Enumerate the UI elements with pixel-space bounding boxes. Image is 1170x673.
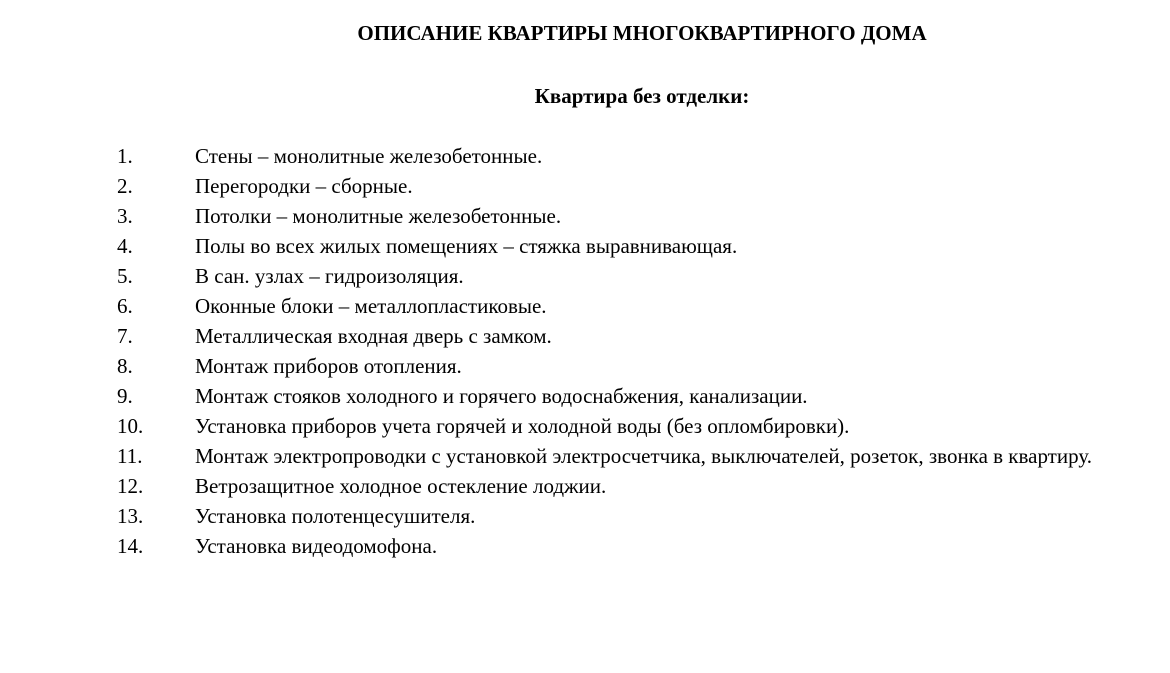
- item-text: В сан. узлах – гидроизоляция.: [195, 264, 464, 288]
- item-text: Установка видеодомофона.: [195, 534, 438, 558]
- list-item: [117, 351, 1105, 381]
- item-number: 5.: [117, 264, 133, 288]
- item-number: 12.: [117, 474, 144, 498]
- list-item: [117, 201, 1105, 231]
- feature-list: [117, 141, 1105, 561]
- item-text: Полы во всех жилых помещениях – стяжка выравнивающая.: [195, 234, 738, 258]
- item-number: 11.: [117, 444, 143, 468]
- list-item: [117, 471, 1105, 501]
- item-number: 14.: [117, 534, 144, 558]
- item-text: Установка полотенцесушителя.: [195, 504, 476, 528]
- list-item: [117, 501, 1105, 531]
- item-text: Металлическая входная дверь с замком.: [195, 324, 552, 348]
- item-number: 3.: [117, 204, 133, 228]
- item-text: Потолки – монолитные железобетонные.: [195, 204, 562, 228]
- item-number: 6.: [117, 294, 133, 318]
- list-item: [117, 171, 1105, 201]
- document-title: ОПИСАНИЕ КВАРТИРЫ МНОГОКВАРТИРНОГО ДОМА: [357, 21, 927, 45]
- list-item: [117, 291, 1105, 321]
- item-text: Монтаж электропроводки с установкой электросчетчика, выключателей, розеток, звонка в квартиру.: [195, 444, 1092, 468]
- list-item: [117, 261, 1105, 291]
- item-text: Стены – монолитные железобетонные.: [195, 144, 543, 168]
- item-number: 4.: [117, 234, 133, 258]
- item-number: 2.: [117, 174, 133, 198]
- list-item: [117, 141, 1105, 171]
- item-number: 7.: [117, 324, 133, 348]
- item-number: 10.: [117, 414, 144, 438]
- item-text: Оконные блоки – металлопластиковые.: [195, 294, 547, 318]
- list-item: [117, 411, 1105, 441]
- item-number: 9.: [117, 384, 133, 408]
- item-text: Монтаж приборов отопления.: [195, 354, 462, 378]
- list-item: [117, 231, 1105, 261]
- list-item: [117, 531, 1105, 561]
- item-number: 1.: [117, 144, 133, 168]
- list-item: [117, 441, 1105, 471]
- item-text: Установка приборов учета горячей и холодной воды (без опломбировки).: [195, 414, 850, 438]
- item-text: Ветрозащитное холодное остекление лоджии.: [195, 474, 607, 498]
- item-number: 13.: [117, 504, 144, 528]
- item-text: Перегородки – сборные.: [195, 174, 413, 198]
- list-item: [117, 321, 1105, 351]
- document-subtitle: Квартира без отделки:: [534, 84, 750, 108]
- item-number: 8.: [117, 354, 133, 378]
- item-text: Монтаж стояков холодного и горячего водоснабжения, канализации.: [195, 384, 808, 408]
- list-item: [117, 381, 1105, 411]
